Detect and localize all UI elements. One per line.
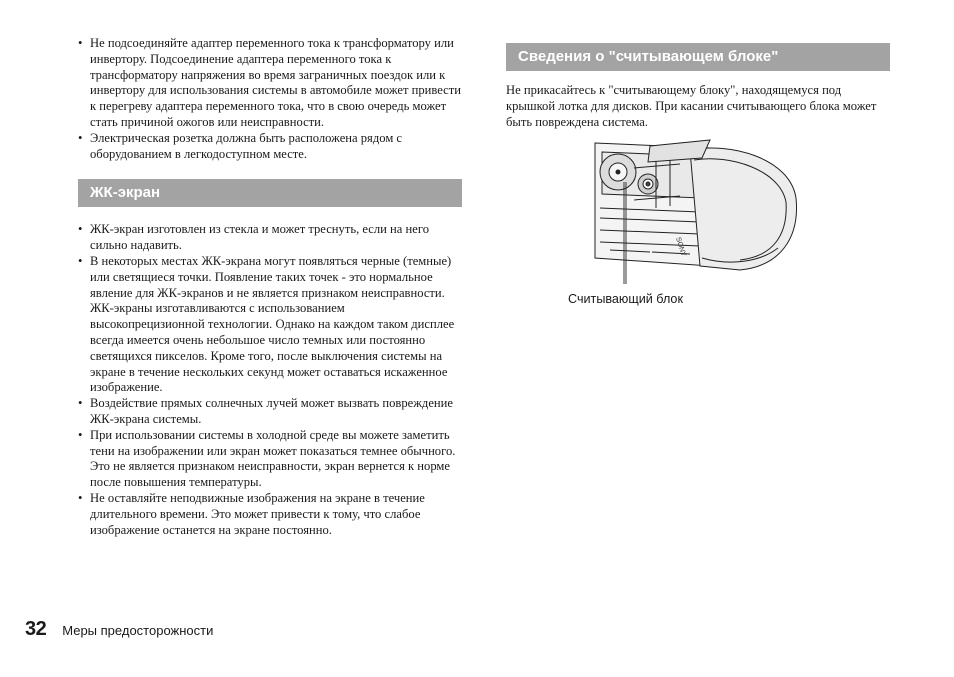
right-column	[506, 43, 890, 130]
left-column	[78, 36, 462, 538]
brand-text: SONY	[674, 236, 687, 258]
page-number: 32	[25, 618, 47, 640]
list-item: • ЖК-экран изготовлен из стекла и может треснуть, если на него сильно надавить.	[78, 222, 462, 254]
section-heading-lcd: ЖК-экран	[78, 179, 462, 207]
list-item: • Не оставляйте неподвижные изображения на экране в течение длительного времени. Это может привести к тому, что слабое изображение останется на экране постоянно.	[78, 491, 462, 538]
list-item: • Не подсоединяйте адаптер переменного тока к трансформатору или инвертору. Подсоединение адаптера переменного тока к трансформатору напряжения во время заграничных поездок или к инвертору для использования системы в автомобиле может привести к перегреву адаптера переменного тока, что в свою очередь может стать причиной ожогов или неисправности.	[78, 36, 462, 131]
page-footer	[25, 618, 213, 640]
footer-section-name: Меры предосторожности	[62, 623, 214, 638]
pickup-paragraph: Не прикасайтесь к "считывающему блоку", находящемуся под крышкой лотка для дисков. При касании считывающего блока может быть повреждена система.	[506, 83, 877, 129]
list-item: • Электрическая розетка должна быть расположена рядом с оборудованием в легкодоступном месте.	[78, 131, 462, 163]
list-item: • При использовании системы в холодной среде вы можете заметить тени на изображении или экран может показаться темнее обычного. Это не является признаком неисправности, экран вернется к норме после повышения температуры.	[78, 428, 462, 491]
device-pickup-illustration	[590, 138, 800, 284]
list-item: • В некоторых местах ЖК-экрана могут появляться черные (темные) или светящиеся точки. Появление таких точек - это нормальное явление для ЖК-экранов и не является признаком неисправности. ЖК-экраны изготавливаются с использованием высокопрецизионной технологии. Однако на каждом таком дисплее всегда имеется очень небольшое число темных или постоянно светящихся пикселов. Кроме того, после выключения системы на экране в течение нескольких секунд может оставаться искаженное изображение.	[78, 254, 462, 396]
section-heading-pickup: Сведения о "считывающем блоке"	[506, 43, 890, 71]
figure-caption: Считывающий блок	[568, 292, 683, 306]
intro-bullet-list	[78, 36, 462, 162]
list-item: • Воздействие прямых солнечных лучей может вызвать повреждение ЖК-экрана системы.	[78, 396, 462, 428]
lcd-bullet-list	[78, 222, 462, 538]
